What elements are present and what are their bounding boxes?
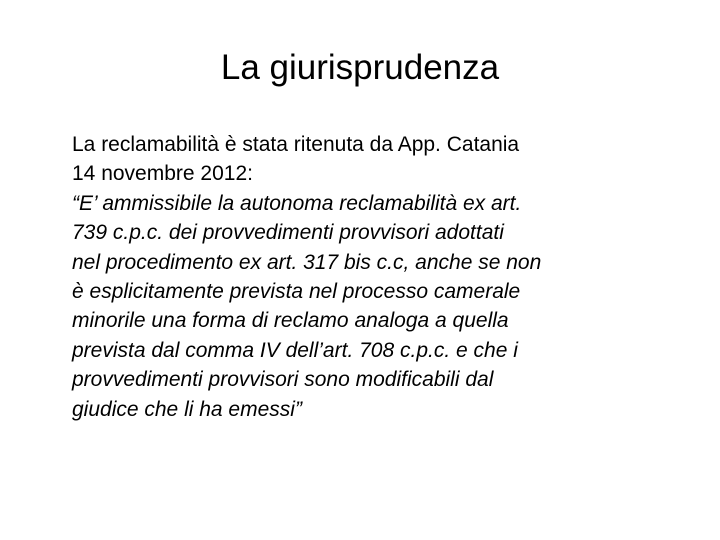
quote-line: “E’ ammissibile la autonoma reclamabilità ex art. bbox=[72, 191, 522, 215]
quote-line: nel procedimento ex art. 317 bis c.c, anche se non bbox=[72, 250, 542, 274]
quote-line: è esplicitamente prevista nel processo camerale bbox=[72, 280, 521, 304]
quote-line: prevista dal comma IV dell’art. 708 c.p.c. e che i bbox=[72, 338, 518, 362]
slide-body bbox=[72, 130, 692, 424]
intro-line: La reclamabilità è stata ritenuta da App. Catania bbox=[72, 133, 520, 156]
quote-line: 739 c.p.c. dei provvedimenti provvisori adottati bbox=[72, 221, 504, 245]
quote-line: minorile una forma di reclamo analoga a quella bbox=[72, 309, 509, 333]
quote-line: giudice che li ha emessi” bbox=[72, 397, 302, 421]
intro-line: 14 novembre 2012: bbox=[72, 162, 253, 186]
quote-line: provvedimenti provvisori sono modificabili dal bbox=[72, 368, 494, 392]
slide-title: La giurisprudenza bbox=[220, 48, 500, 87]
quoted-ruling bbox=[72, 189, 692, 424]
